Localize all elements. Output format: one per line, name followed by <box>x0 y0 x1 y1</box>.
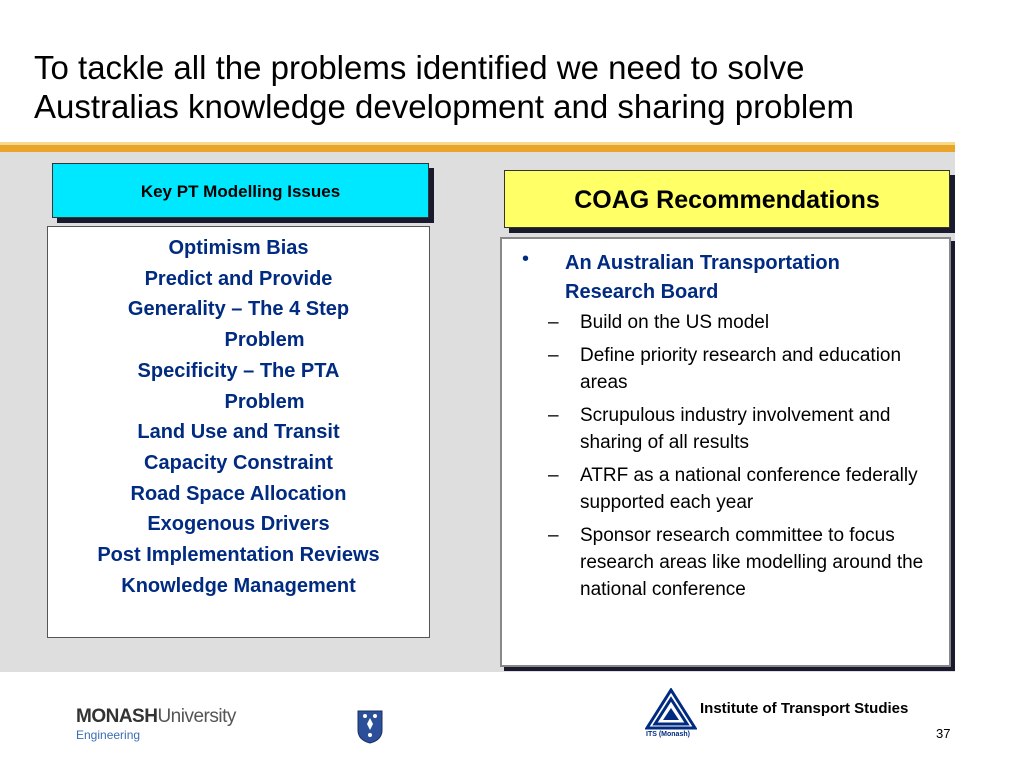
slide-title-line-1: To tackle all the problems identified we need to solve <box>34 49 805 86</box>
issue-item: Exogenous Drivers <box>147 513 330 536</box>
sub-recommendation: – Define priority research and education areas <box>548 345 902 393</box>
key-issues-panel <box>47 226 430 638</box>
title-rule <box>0 145 955 152</box>
monash-faculty-label: Engineering <box>76 728 141 742</box>
sub-recommendation: – Build on the US model <box>548 312 770 333</box>
issue-item: Generality – The 4 Step Problem <box>127 298 350 352</box>
slide-title <box>34 48 994 126</box>
monash-logo: MONASHUniversity <box>76 706 236 727</box>
issue-item: Optimism Bias <box>168 237 309 259</box>
issue-item: Road Space Allocation <box>130 482 347 505</box>
institute-name: Institute of Transport Studies <box>700 700 909 717</box>
its-logo-icon <box>645 688 697 734</box>
coag-header: COAG Recommendations <box>504 170 950 228</box>
sub-recommendations-list <box>548 309 940 609</box>
key-issues-list <box>48 227 429 601</box>
sub-recommendation: – Sponsor research committee to focus research areas like modelling around the national conference <box>548 525 924 600</box>
issue-item: Predict and Provide <box>144 267 333 290</box>
university-crest-icon <box>357 710 383 744</box>
sub-recommendation: – ATRF as a national conference federally supported each year <box>548 465 918 513</box>
slide-title-line-2: Australias knowledge development and sharing problem <box>34 88 854 125</box>
issue-item: Capacity Constraint <box>144 451 333 474</box>
issue-item: Specificity – The PTA Problem <box>137 359 340 413</box>
key-issues-header: Key PT Modelling Issues <box>52 163 429 218</box>
coag-panel <box>500 237 951 667</box>
issue-item: Post Implementation Reviews <box>97 544 380 567</box>
issue-item: Knowledge Management <box>121 574 356 597</box>
sub-recommendation: – Scrupulous industry involvement and sharing of all results <box>548 405 891 453</box>
page-number: 37 <box>936 726 951 741</box>
bullet-marker: • <box>522 248 530 270</box>
its-logo-label: ITS (Monash) <box>646 731 690 738</box>
issue-item: Land Use and Transit <box>137 421 340 444</box>
main-recommendation: An Australian Transportation Research Board <box>565 252 840 303</box>
